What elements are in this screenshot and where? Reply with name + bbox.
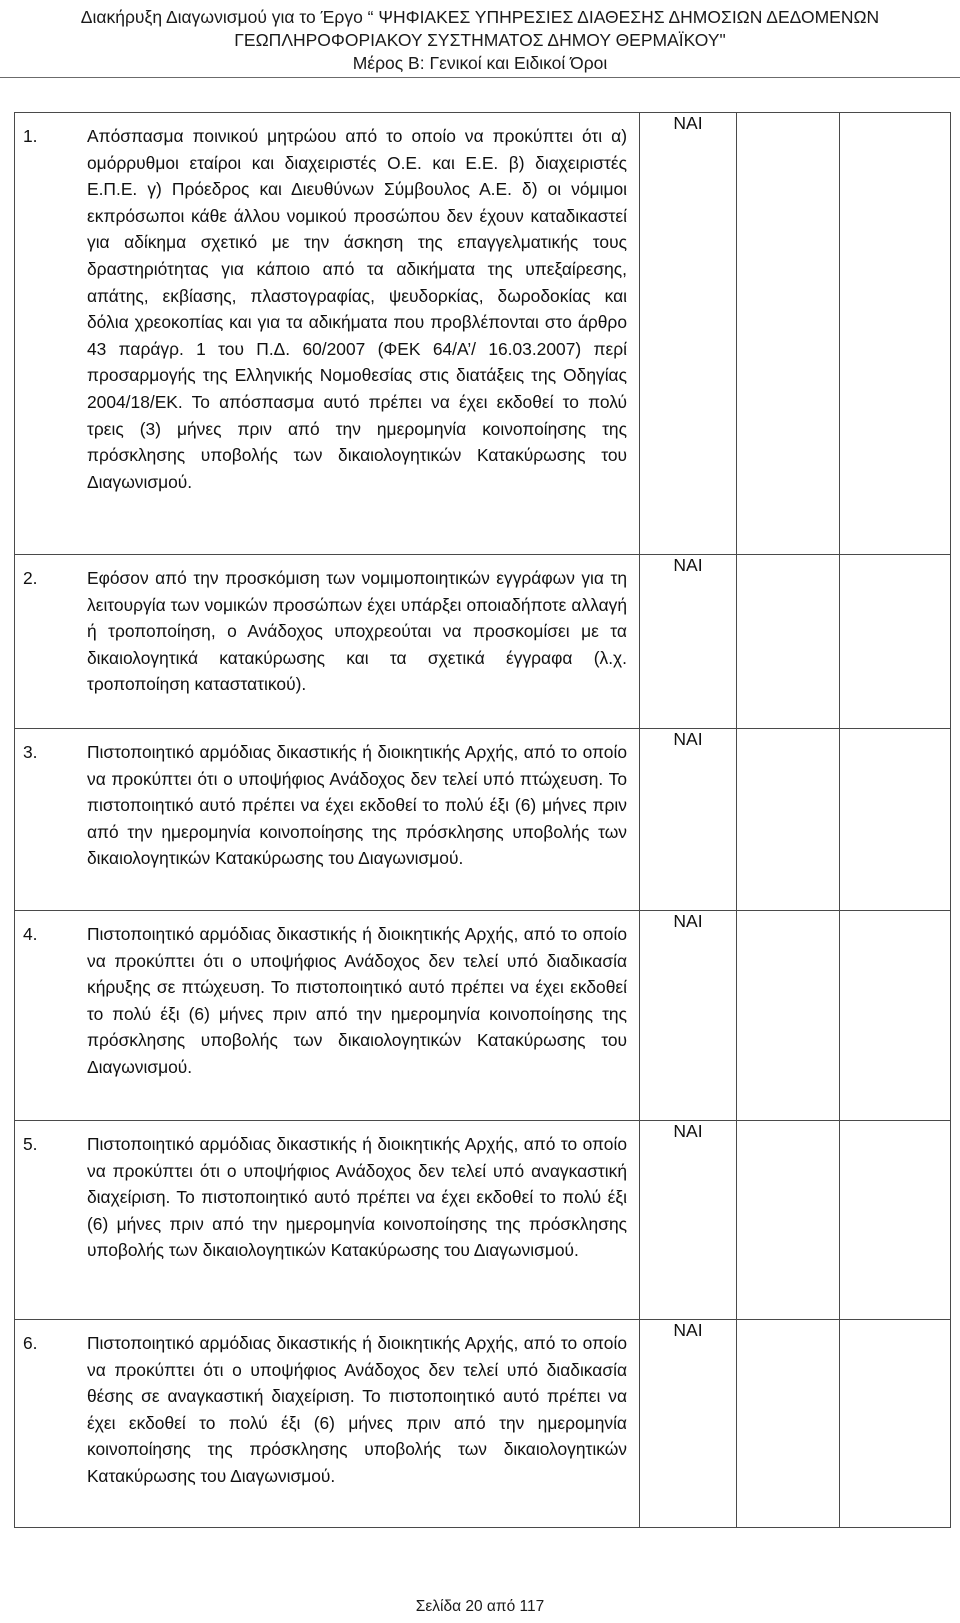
- empty-cell: [840, 555, 951, 729]
- requirement-cell: [15, 1320, 640, 1528]
- requirement-text: Εφόσον από την προσκόμιση των νομιμοποιητικών εγγράφων για τη λειτουργία των νομικών προσώπων έχει υπάρξει οποιαδήποτε αλλαγή ή τροποποίηση, ο Ανάδοχος υποχρεούται να προσκομίσει με τα δικαιολογητικά κατακύρωσης και τα σχετικά έγγραφα (λ.χ. τροποποίηση καταστατικού).: [87, 568, 627, 695]
- header-divider: [0, 77, 960, 78]
- document-section-title: Μέρος Β: Γενικοί και Ειδικοί Όροι: [352, 53, 608, 73]
- requirement-cell: [15, 729, 640, 911]
- requirement-text: Πιστοποιητικό αρμόδιας δικαστικής ή διοικητικής Αρχής, από το οποίο να προκύπτει ότι ο υποψήφιος Ανάδοχος δεν τελεί υπό πτώχευση. Το πιστοποιητικό αυτό πρέπει να έχει εκδοθεί το πολύ έξι (6) μήνες πριν από την ημερομηνία κοινοποίησης της πρόσκλησης υποβολής των δικαιολογητικών Κατακύρωσης του Διαγωνισμού.: [87, 742, 627, 869]
- requirement-number: 3.: [23, 742, 38, 762]
- requirement-cell: [15, 911, 640, 1121]
- answer-cell: ΝΑΙ: [640, 1320, 737, 1528]
- table-row: [15, 729, 951, 911]
- requirement-text: Απόσπασμα ποινικού μητρώου από το οποίο να προκύπτει ότι α) ομόρρυθμοι εταίροι και διαχειριστές Ο.Ε. και Ε.Ε. β) διαχειριστές Ε.Π.Ε. γ) Πρόεδρος και Διευθύνων Σύμβουλος Α.Ε. δ) οι νόμιμοι εκπρόσωποι κάθε άλλου νομικού προσώπου δεν έχουν καταδικαστεί για αδίκημα σχετικό με την άσκηση της επαγγελματικής τους δραστηριότητας για κάποιο από τα αδικήματα της υπεξαίρεσης, απάτης, εκβίασης, πλαστογραφίας, ψευδορκίας, δωροδοκίας και δόλια χρεοκοπίας και για τα αδικήματα που προβλέπονται στο άρθρο 43 παράγρ. 1 του Π.Δ. 60/2007 (ΦΕΚ 64/Α’/ 16.03.2007) περί προσαρμογής της Ελληνικής Νομοθεσίας στις διατάξεις της Οδηγίας 2004/18/ΕΚ. Το απόσπασμα αυτό πρέπει να έχει εκδοθεί το πολύ τρεις (3) μήνες πριν από την ημερομηνία κοινοποίησης της πρόσκλησης υποβολής των δικαιολογητικών Κατακύρωσης του Διαγωνισμού.: [87, 126, 627, 492]
- requirement-text: Πιστοποιητικό αρμόδιας δικαστικής ή διοικητικής Αρχής, από το οποίο να προκύπτει ότι ο υποψήφιος Ανάδοχος δεν τελεί υπό διαδικασία θέσης σε αναγκαστική διαχείριση. Το πιστοποιητικό αυτό πρέπει να έχει εκδοθεί το πολύ έξι (6) μήνες πριν από την ημερομηνία κοινοποίησης της πρόσκλησης υποβολής των δικαιολογητικών Κατακύρωσης του Διαγωνισμού.: [87, 1333, 627, 1486]
- empty-cell: [840, 1320, 951, 1528]
- empty-cell: [840, 729, 951, 911]
- requirement-text: Πιστοποιητικό αρμόδιας δικαστικής ή διοικητικής Αρχής, από το οποίο να προκύπτει ότι ο υποψήφιος Ανάδοχος δεν τελεί υπό αναγκαστική διαχείριση. Το πιστοποιητικό αυτό πρέπει να έχει εκδοθεί το πολύ έξι (6) μήνες πριν από την ημερομηνία κοινοποίησης της πρόσκλησης υποβολής των δικαιολογητικών Κατακύρωσης του Διαγωνισμού.: [87, 1134, 627, 1261]
- document-title-line2: ΓΕΩΠΛΗΡΟΦΟΡΙΑΚΟΥ ΣΥΣΤΗΜΑΤΟΣ ΔΗΜΟΥ ΘΕΡΜΑΪΚΟΥ": [234, 30, 726, 50]
- requirement-number: 5.: [23, 1134, 38, 1154]
- requirements-table: [14, 112, 951, 1528]
- requirement-number: 1.: [23, 126, 38, 146]
- page-number: Σελίδα 20 από 117: [415, 1598, 545, 1615]
- document-title-line1: Διακήρυξη Διαγωνισμού για το Έργο “ ΨΗΦΙΑΚΕΣ ΥΠΗΡΕΣΙΕΣ ΔΙΑΘΕΣΗΣ ΔΗΜΟΣΙΩΝ ΔΕΔΟΜΕΝΩΝ: [80, 7, 880, 27]
- empty-cell: [737, 911, 840, 1121]
- empty-cell: [737, 729, 840, 911]
- answer-cell: ΝΑΙ: [640, 113, 737, 555]
- empty-cell: [840, 911, 951, 1121]
- page-header: [0, 6, 960, 75]
- requirement-number: 6.: [23, 1333, 38, 1353]
- table-row: [15, 555, 951, 729]
- requirement-text: Πιστοποιητικό αρμόδιας δικαστικής ή διοικητικής Αρχής, από το οποίο να προκύπτει ότι ο υποψήφιος Ανάδοχος δεν τελεί υπό διαδικασία κήρυξης σε πτώχευση. Το πιστοποιητικό αυτό πρέπει να έχει εκδοθεί το πολύ έξι (6) μήνες πριν από την ημερομηνία κοινοποίησης της πρόσκλησης υποβολής των δικαιολογητικών Κατακύρωσης του Διαγωνισμού.: [87, 924, 627, 1077]
- answer-cell: ΝΑΙ: [640, 729, 737, 911]
- answer-cell: ΝΑΙ: [640, 555, 737, 729]
- requirement-cell: [15, 555, 640, 729]
- answer-cell: ΝΑΙ: [640, 911, 737, 1121]
- empty-cell: [737, 1121, 840, 1320]
- empty-cell: [840, 113, 951, 555]
- empty-cell: [737, 1320, 840, 1528]
- empty-cell: [840, 1121, 951, 1320]
- table-row: [15, 1320, 951, 1528]
- requirement-number: 4.: [23, 924, 38, 944]
- requirement-cell: [15, 113, 640, 555]
- table-row: [15, 911, 951, 1121]
- table-row: [15, 1121, 951, 1320]
- table-row: [15, 113, 951, 555]
- answer-cell: ΝΑΙ: [640, 1121, 737, 1320]
- empty-cell: [737, 555, 840, 729]
- requirement-cell: [15, 1121, 640, 1320]
- empty-cell: [737, 113, 840, 555]
- requirement-number: 2.: [23, 568, 38, 588]
